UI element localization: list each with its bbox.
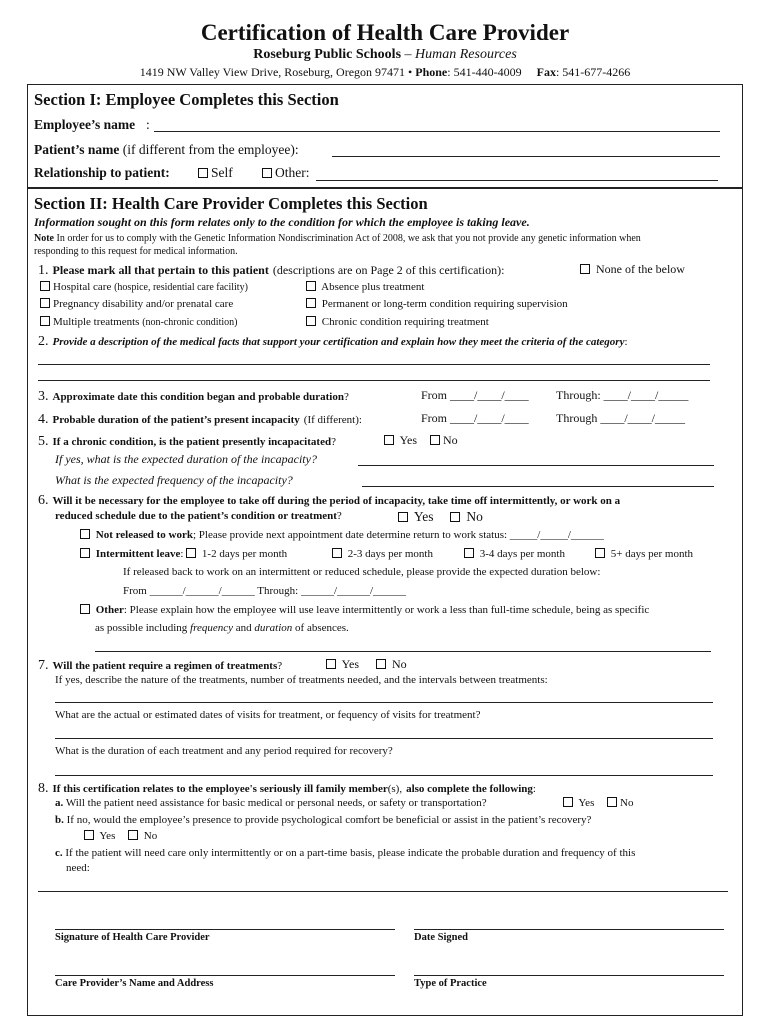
section-2-title: Section II: Health Care Provider Completes this Section: [34, 194, 428, 213]
q1-hospital-checkbox[interactable]: [40, 281, 50, 291]
q6-no-option[interactable]: No: [450, 509, 483, 525]
patient-name-label: Patient’s name: [34, 142, 120, 157]
form-title: Certification of Health Care Provider: [200, 20, 570, 45]
q6-no-checkbox[interactable]: [450, 512, 460, 522]
q6-int3-option[interactable]: 3-4 days per month: [464, 548, 565, 560]
q5-yes-checkbox[interactable]: [384, 435, 394, 445]
date-signed-field[interactable]: [414, 929, 724, 930]
q7-no-checkbox[interactable]: [376, 659, 386, 669]
q6-int4-option[interactable]: 5+ days per month: [595, 548, 693, 560]
q8b-no-checkbox[interactable]: [128, 830, 138, 840]
q8a-no-option[interactable]: No: [607, 797, 633, 809]
q6-int3-checkbox[interactable]: [464, 548, 474, 558]
q7-nature-label: If yes, describe the nature of the treatments, number of treatments needed, and the intervals between treatments:: [55, 674, 548, 686]
q5-no-checkbox[interactable]: [430, 435, 440, 445]
practice-type-field[interactable]: [414, 975, 724, 976]
q6-released-text: If released back to work on an intermittent or reduced schedule, please provide the expected duration below:: [123, 566, 601, 578]
q1-multiple-option[interactable]: Multiple treatments (non-chronic condition): [40, 316, 237, 328]
q1-permanent-option[interactable]: Permanent or long-term condition requiring supervision: [306, 298, 568, 310]
q6-not-released-checkbox[interactable]: [80, 529, 90, 539]
q6-int2-option[interactable]: 2-3 days per month: [332, 548, 433, 560]
q7-dates-field[interactable]: [55, 738, 713, 739]
patient-name-row: [34, 142, 299, 158]
org-line: Roseburg Public Schools – Human Resources: [253, 47, 517, 62]
q1-none-checkbox[interactable]: [580, 264, 590, 274]
relationship-label: Relationship to patient:: [34, 165, 170, 180]
q8b-row: b. If no, would the employee’s presence to provide psychological comfort be beneficial or assist in the patient’s recovery?: [55, 814, 592, 826]
provider-signature-label: Signature of Health Care Provider: [55, 932, 210, 943]
dept-name: Human Resources: [415, 47, 517, 62]
date-signed-label: Date Signed: [414, 932, 468, 943]
q3-from[interactable]: From ____/____/____: [421, 388, 529, 402]
q7-duration-label: What is the duration of each treatment and any period required for recovery?: [55, 745, 393, 757]
q8b-no-option[interactable]: No: [128, 830, 157, 842]
q8c-field[interactable]: [38, 891, 728, 892]
q1-row: 1. Please mark all that pertain to this patient (descriptions are on Page 2 of this certification):: [38, 263, 505, 278]
q1-multiple-checkbox[interactable]: [40, 316, 50, 326]
q5-duration-field[interactable]: [358, 465, 714, 466]
q1-permanent-checkbox[interactable]: [306, 298, 316, 308]
q5-yes-option[interactable]: Yes: [384, 433, 417, 448]
q5-frequency-label: What is the expected frequency of the incapacity?: [55, 473, 293, 487]
gina-note: Note In order for us to comply with the Genetic Information Nondiscrimination Act of 2008, we ask that you not provide any genetic information when: [34, 233, 641, 244]
q7-dates-label: What are the actual or estimated dates of visits for treatment, or fequency of visits for treatment?: [55, 709, 481, 721]
patient-name-field[interactable]: [332, 156, 720, 157]
q7-duration-field[interactable]: [55, 775, 713, 776]
q5-frequency-field[interactable]: [362, 486, 714, 487]
q7-no-option[interactable]: No: [376, 657, 407, 672]
q1-absence-checkbox[interactable]: [306, 281, 316, 291]
q6-from-through[interactable]: From ______/______/______ Through: ______/______/______: [123, 585, 407, 597]
q6-intermittent-checkbox[interactable]: [80, 548, 90, 558]
q2-row: 2. Provide a description of the medical facts that support your certification and explain how they meet the criteria of the category:: [38, 334, 628, 349]
q6-line2: reduced schedule due to the patient’s condition or treatment?: [55, 510, 342, 522]
q1-chronic-option[interactable]: Chronic condition requiring treatment: [306, 316, 489, 328]
q8a-yes-checkbox[interactable]: [563, 797, 573, 807]
q6-int1-checkbox[interactable]: [186, 548, 196, 558]
q5-no-option[interactable]: No: [430, 433, 458, 448]
q1-pregnancy-option[interactable]: Pregnancy disability and/or prenatal care: [40, 298, 233, 310]
q1-absence-option[interactable]: Absence plus treatment: [306, 281, 424, 293]
q6-other-field[interactable]: [95, 651, 711, 652]
provider-signature-field[interactable]: [55, 929, 395, 930]
q3-row: 3. Approximate date this condition began and probable duration?: [38, 389, 349, 404]
address: 1419 NW Valley View Drive, Roseburg, Oregon 97471: [139, 65, 406, 79]
employee-name-field[interactable]: [154, 131, 720, 132]
info-statement: Information sought on this form relates only to the condition for which the employee is taking leave.: [34, 215, 530, 229]
relationship-other-field[interactable]: [316, 180, 718, 181]
self-option[interactable]: Self: [198, 165, 233, 181]
q4-through[interactable]: Through ____/____/_____: [556, 411, 685, 425]
fax-label: Fax: [536, 65, 556, 79]
phone-label: Phone: [415, 65, 448, 79]
self-checkbox[interactable]: [198, 168, 208, 178]
q8c-line2: need:: [66, 862, 90, 874]
q6-row: 6. Will it be necessary for the employee to take off during the period of incapacity, take time off intermittently, or work on a: [38, 493, 621, 508]
q5-row: 5. If a chronic condition, is the patient presently incapacitated?: [38, 434, 336, 449]
q6-other-checkbox[interactable]: [80, 604, 90, 614]
provider-name-address-field[interactable]: [55, 975, 395, 976]
q8b-yes-checkbox[interactable]: [84, 830, 94, 840]
employee-name-label: Employee’s name: [34, 117, 136, 132]
address-line: 1419 NW Valley View Drive, Roseburg, Oregon 97471 • Phone: 541-440-4009 Fax: 541-677-4266: [139, 65, 631, 79]
q5-duration-label: If yes, what is the expected duration of the incapacity?: [55, 452, 317, 466]
phone: 541-440-4009: [453, 65, 522, 79]
q6-not-released-option[interactable]: Not released to work; Please provide next appointment date determine return to work status: _____/_____/______: [80, 529, 604, 541]
provider-name-address-label: Care Provider’s Name and Address: [55, 978, 214, 989]
q8b-yes-option[interactable]: Yes: [84, 830, 115, 842]
gina-note-line2: responding to this request for medical information.: [34, 246, 238, 257]
q6-int4-checkbox[interactable]: [595, 548, 605, 558]
q8a-no-checkbox[interactable]: [607, 797, 617, 807]
q2-line-2[interactable]: [38, 380, 710, 381]
section-1-title: Section I: Employee Completes this Section: [34, 90, 339, 109]
practice-type-label: Type of Practice: [414, 978, 487, 989]
q8a-row: a. Will the patient need assistance for basic medical or personal needs, or safety or transportation?: [55, 797, 487, 809]
q7-nature-field[interactable]: [55, 702, 713, 703]
other-option[interactable]: Other:: [262, 165, 310, 181]
q7-yes-checkbox[interactable]: [326, 659, 336, 669]
q6-yes-checkbox[interactable]: [398, 512, 408, 522]
q1-chronic-checkbox[interactable]: [306, 316, 316, 326]
q4-from[interactable]: From ____/____/____: [421, 411, 529, 425]
q7-yes-option[interactable]: Yes: [326, 657, 359, 672]
q7-row: 7. Will the patient require a regimen of treatments?: [38, 658, 283, 673]
q6-int2-checkbox[interactable]: [332, 548, 342, 558]
fax: 541-677-4266: [562, 65, 631, 79]
q1-hospital-option[interactable]: Hospital care (hospice, residential care facility): [40, 281, 248, 293]
q6-yes-option[interactable]: Yes: [398, 509, 434, 525]
q3-through[interactable]: Through: ____/____/_____: [556, 388, 689, 402]
q8-row: 8. If this certification relates to the employee's seriously ill family member(s), also complete the following:: [38, 781, 536, 796]
q8a-yes-option[interactable]: Yes: [563, 797, 594, 809]
q6-other-line2: as possible including frequency and duration of absences.: [95, 622, 349, 634]
q1-pregnancy-checkbox[interactable]: [40, 298, 50, 308]
q4-row: 4. Probable duration of the patient’s present incapacity (If different):: [38, 412, 362, 427]
other-checkbox[interactable]: [262, 168, 272, 178]
q6-intermittent-row: Intermittent leave: 1-2 days per month: [80, 548, 287, 560]
q6-other-option[interactable]: Other: Please explain how the employee will use leave intermittently or work a less than full-time schedule, being as specific: [80, 604, 649, 616]
org-name: Roseburg Public Schools: [253, 47, 402, 62]
q8c-row: c. If the patient will need care only intermittently or on a part-time basis, please indicate the probable duration and frequency of this: [55, 847, 636, 859]
q2-line-1[interactable]: [38, 364, 710, 365]
patient-name-note: (if different from the employee):: [122, 142, 299, 157]
q1-none-option[interactable]: None of the below: [580, 262, 685, 277]
